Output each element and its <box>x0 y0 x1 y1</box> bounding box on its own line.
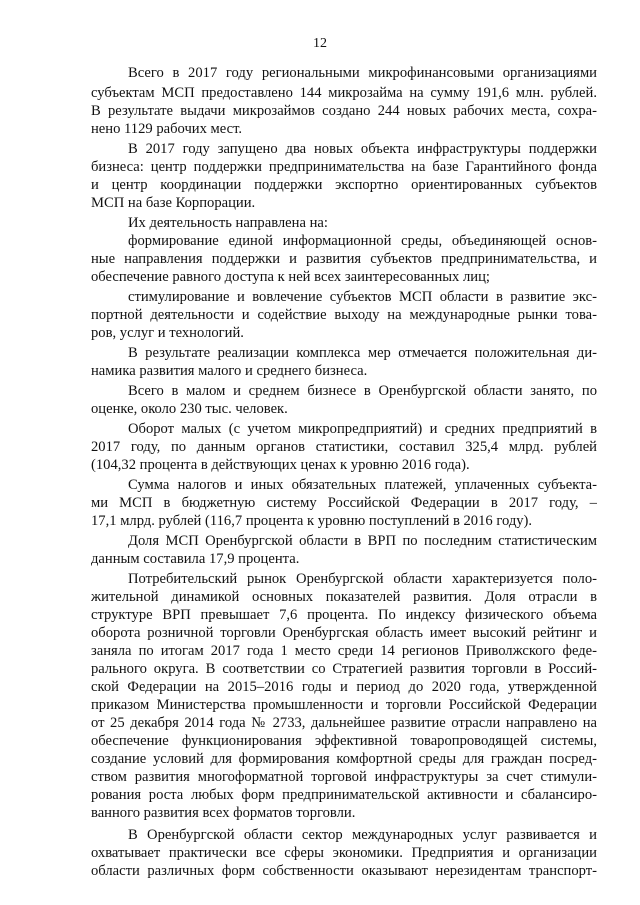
text-line: Потребительский рынок Оренбургской области характеризуется поло- <box>128 571 597 587</box>
text-line: области различных форм собственности оказывают нерезидентам транспорт- <box>91 863 597 879</box>
text-line: субъектам МСП предоставлено 144 микрозайма на сумму 191,6 млн. рублей. <box>91 85 597 101</box>
text-line: В 2017 году запущено два новых объекта инфраструктуры поддержки <box>128 141 597 157</box>
text-line: Доля МСП Оренбургской области в ВРП по последним статистическим <box>128 533 597 549</box>
text-line: портной деятельности и содействие выходу на международные рынки това- <box>91 307 597 323</box>
text-line: данным составила 17,9 процента. <box>91 551 300 567</box>
text-line: ров, услуг и технологий. <box>91 325 244 341</box>
text-line: (104,32 процента в действующих ценах к уровню 2016 года). <box>91 457 470 473</box>
text-line: обеспечение равного доступа к ней всех заинтересованных лиц; <box>91 269 490 285</box>
text-line: ской Федерации на 2015–2016 годы и период до 2020 года, утвержденной <box>91 679 597 695</box>
text-line: Всего в малом и среднем бизнесе в Оренбургской области занято, по <box>128 383 597 399</box>
text-line: ванного развития всех форматов торговли. <box>91 805 356 821</box>
text-line: рального округа. В соответствии со Стратегией развития торговли в Россий- <box>91 661 597 677</box>
text-line: Сумма налогов и иных обязательных платежей, уплаченных субъекта- <box>128 477 597 493</box>
text-line: Всего в 2017 году региональными микрофинансовыми организациями <box>128 65 597 81</box>
text-line: приказом Министерства промышленности и торговли Российской Федерации <box>91 697 597 713</box>
text-line: оборота розничной торговли Оренбургская область имеет высокий рейтинг и <box>91 625 597 641</box>
text-line: 17,1 млрд. рублей (116,7 процента к уровню поступлений в 2016 году). <box>91 513 533 529</box>
text-line: В результате реализации комплекса мер отмечается положительная ди- <box>128 345 597 361</box>
text-line: МСП на базе Корпорации. <box>91 195 256 211</box>
text-line: охватывает практически все сферы экономики. Предприятия и организации <box>91 845 597 861</box>
text-line: бизнеса: центр поддержки предпринимательства на базе Гарантийного фонда <box>91 159 597 175</box>
text-line: структуре ВРП превышает 7,6 процента. По индексу физического объема <box>91 607 597 623</box>
page-number: 12 <box>313 36 327 51</box>
text-line: ми МСП в бюджетную систему Российской Федерации в 2017 году, – <box>91 495 597 511</box>
text-line: обеспечение функционирования эффективной товаропроводящей системы, <box>91 733 597 749</box>
text-line: намика развития малого и среднего бизнеса. <box>91 363 368 379</box>
text-line: В результате выдачи микрозаймов создано 244 новых рабочих места, сохра- <box>91 103 597 119</box>
text-line: от 25 декабря 2014 года № 2733, дальнейшее развитие отрасли направлено на <box>91 715 597 731</box>
text-line: создание условий для формирования комфортной среды для граждан посред- <box>91 751 597 767</box>
text-line: нено 1129 рабочих мест. <box>91 121 243 137</box>
text-line: оценке, около 230 тыс. человек. <box>91 401 288 417</box>
text-line: ные направления поддержки и развития субъектов предпринимательства, и <box>91 251 597 267</box>
text-line: формирование единой информационной среды, объединяющей основ- <box>128 233 597 249</box>
text-line: 2017 году, по данным органов статистики, составил 325,4 млрд. рублей <box>91 439 597 455</box>
text-line: Их деятельность направлена на: <box>128 215 328 231</box>
text-line: жительной динамикой основных показателей развития. Доля отрасли в <box>91 589 597 605</box>
text-line: заняла по итогам 2017 года 1 место среди 14 регионов Приволжского феде- <box>91 643 597 659</box>
text-line: В Оренбургской области сектор международных услуг развивается и <box>128 827 597 843</box>
text-line: стимулирование и вовлечение субъектов МСП области в развитие экс- <box>128 289 597 305</box>
text-line: рования роста любых форм предпринимательской активности и сбалансиро- <box>91 787 597 803</box>
text-line: ством развития многоформатной торговой инфраструктуры за счет стимули- <box>91 769 597 785</box>
text-line: Оборот малых (с учетом микропредприятий) и средних предприятий в <box>128 421 597 437</box>
text-line: и центр координации поддержки экспортно ориентированных субъектов <box>91 177 597 193</box>
